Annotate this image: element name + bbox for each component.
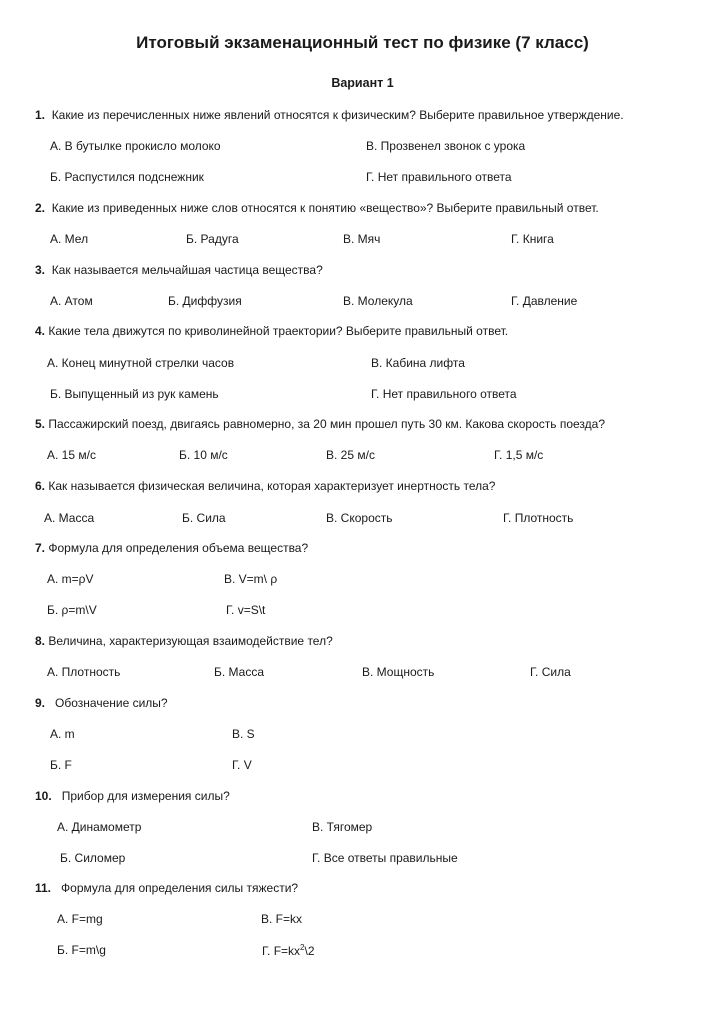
answer-option[interactable]: А. Мел bbox=[50, 232, 89, 246]
answer-option[interactable]: В. Скорость bbox=[326, 511, 393, 525]
question-8 bbox=[35, 634, 333, 648]
question-text: Величина, характеризующая взаимодействие тел? bbox=[48, 634, 333, 648]
answer-option[interactable]: Б. ρ=m\V bbox=[47, 603, 97, 617]
question-6 bbox=[35, 479, 495, 493]
question-7 bbox=[35, 541, 308, 555]
question-number: 9. bbox=[35, 696, 46, 710]
answer-option[interactable]: Б. Диффузия bbox=[168, 294, 242, 308]
answer-option[interactable]: А. F=mg bbox=[57, 912, 103, 926]
question-number: 3. bbox=[35, 263, 46, 277]
question-text: Формула для определения объема вещества? bbox=[48, 541, 309, 555]
question-5 bbox=[35, 417, 605, 431]
page-title: Итоговый экзаменационный тест по физике (7 класс) bbox=[136, 33, 589, 52]
answer-option[interactable]: В. Прозвенел звонок с урока bbox=[366, 139, 526, 153]
answer-option[interactable]: А. В бутылке прокисло молоко bbox=[50, 139, 221, 153]
question-number: 11. bbox=[35, 881, 52, 895]
question-text: Обозначение силы? bbox=[55, 696, 168, 710]
answer-option[interactable]: Г. Плотность bbox=[503, 511, 574, 525]
question-3 bbox=[35, 263, 323, 277]
answer-option[interactable]: В. Мяч bbox=[343, 232, 381, 246]
answer-option[interactable]: А. m bbox=[50, 727, 75, 741]
question-1 bbox=[35, 108, 624, 122]
answer-option[interactable]: А. Конец минутной стрелки часов bbox=[47, 356, 235, 370]
answer-option[interactable]: Б. Сила bbox=[182, 511, 226, 525]
question-2 bbox=[35, 201, 599, 215]
formula-base: Г. F=kx bbox=[262, 944, 301, 958]
answer-option[interactable]: Г. Нет правильного ответа bbox=[371, 387, 517, 401]
question-text: Как называется мельчайшая частица вещества? bbox=[51, 263, 323, 277]
answer-option[interactable]: Г. Все ответы правильные bbox=[312, 851, 458, 865]
answer-option[interactable]: Б. Радуга bbox=[186, 232, 239, 246]
question-text: Какие из перечисленных ниже явлений относятся к физическим? Выберите правильное утверждение. bbox=[51, 108, 624, 122]
answer-option[interactable] bbox=[262, 943, 315, 958]
answer-option[interactable]: Б. F bbox=[50, 758, 72, 772]
answer-option[interactable]: А. 15 м/с bbox=[47, 448, 96, 462]
question-number: 8. bbox=[35, 634, 46, 648]
answer-option[interactable]: А. Атом bbox=[50, 294, 93, 308]
answer-option[interactable]: Г. Сила bbox=[530, 665, 571, 679]
question-text: Прибор для измерения силы? bbox=[61, 789, 230, 803]
answer-option[interactable]: В. F=kx bbox=[261, 912, 303, 926]
answer-option[interactable]: Г. V bbox=[232, 758, 252, 772]
answer-option[interactable]: Г. 1,5 м/с bbox=[494, 448, 544, 462]
question-4 bbox=[35, 324, 508, 338]
question-10 bbox=[35, 789, 230, 803]
answer-option[interactable]: Б. 10 м/с bbox=[179, 448, 228, 462]
answer-option[interactable]: Б. Силомер bbox=[60, 851, 126, 865]
question-text: Какие из приведенных ниже слов относятся к понятию «вещество»? Выберите правильный ответ. bbox=[51, 201, 599, 215]
question-number: 6. bbox=[35, 479, 46, 493]
question-number: 7. bbox=[35, 541, 46, 555]
variant-label: Вариант 1 bbox=[331, 76, 394, 90]
answer-option[interactable]: В. Тягомер bbox=[312, 820, 373, 834]
answer-option[interactable]: В. Мощность bbox=[362, 665, 435, 679]
answer-option[interactable]: В. S bbox=[232, 727, 255, 741]
answer-option[interactable]: Г. Давление bbox=[511, 294, 578, 308]
answer-option[interactable]: Б. F=m\g bbox=[57, 943, 106, 957]
answer-option[interactable]: А. Масса bbox=[44, 511, 95, 525]
answer-option[interactable]: В. V=m\ ρ bbox=[224, 572, 278, 586]
question-9 bbox=[35, 696, 168, 710]
answer-option[interactable]: В. 25 м/с bbox=[326, 448, 375, 462]
answer-option[interactable]: Г. Книга bbox=[511, 232, 554, 246]
answer-option[interactable]: А. Плотность bbox=[47, 665, 121, 679]
formula-exponent: 2 bbox=[300, 943, 305, 952]
question-number: 5. bbox=[35, 417, 46, 431]
answer-option[interactable]: В. Молекула bbox=[343, 294, 413, 308]
answer-option[interactable]: А. Динамометр bbox=[57, 820, 142, 834]
question-number: 2. bbox=[35, 201, 46, 215]
answer-option[interactable]: В. Кабина лифта bbox=[371, 356, 465, 370]
answer-option[interactable]: Б. Выпущенный из рук камень bbox=[50, 387, 219, 401]
answer-option[interactable]: Г. Нет правильного ответа bbox=[366, 170, 512, 184]
answer-option[interactable]: Б. Распустился подснежник bbox=[50, 170, 204, 184]
answer-option[interactable]: Б. Масса bbox=[214, 665, 265, 679]
answer-option[interactable]: Г. v=S\t bbox=[226, 603, 266, 617]
question-11 bbox=[35, 881, 298, 895]
question-text: Формула для определения силы тяжести? bbox=[61, 881, 299, 895]
question-text: Как называется физическая величина, которая характеризует инертность тела? bbox=[48, 479, 496, 493]
answer-option[interactable]: А. m=ρV bbox=[47, 572, 94, 586]
question-number: 1. bbox=[35, 108, 46, 122]
question-number: 4. bbox=[35, 324, 46, 338]
formula-divisor: \2 bbox=[304, 944, 315, 958]
question-text: Какие тела движутся по криволинейной траектории? Выберите правильный ответ. bbox=[48, 324, 509, 338]
question-number: 10. bbox=[35, 789, 52, 803]
question-text: Пассажирский поезд, двигаясь равномерно, за 20 мин прошел путь 30 км. Какова скорость поезда? bbox=[48, 417, 606, 431]
